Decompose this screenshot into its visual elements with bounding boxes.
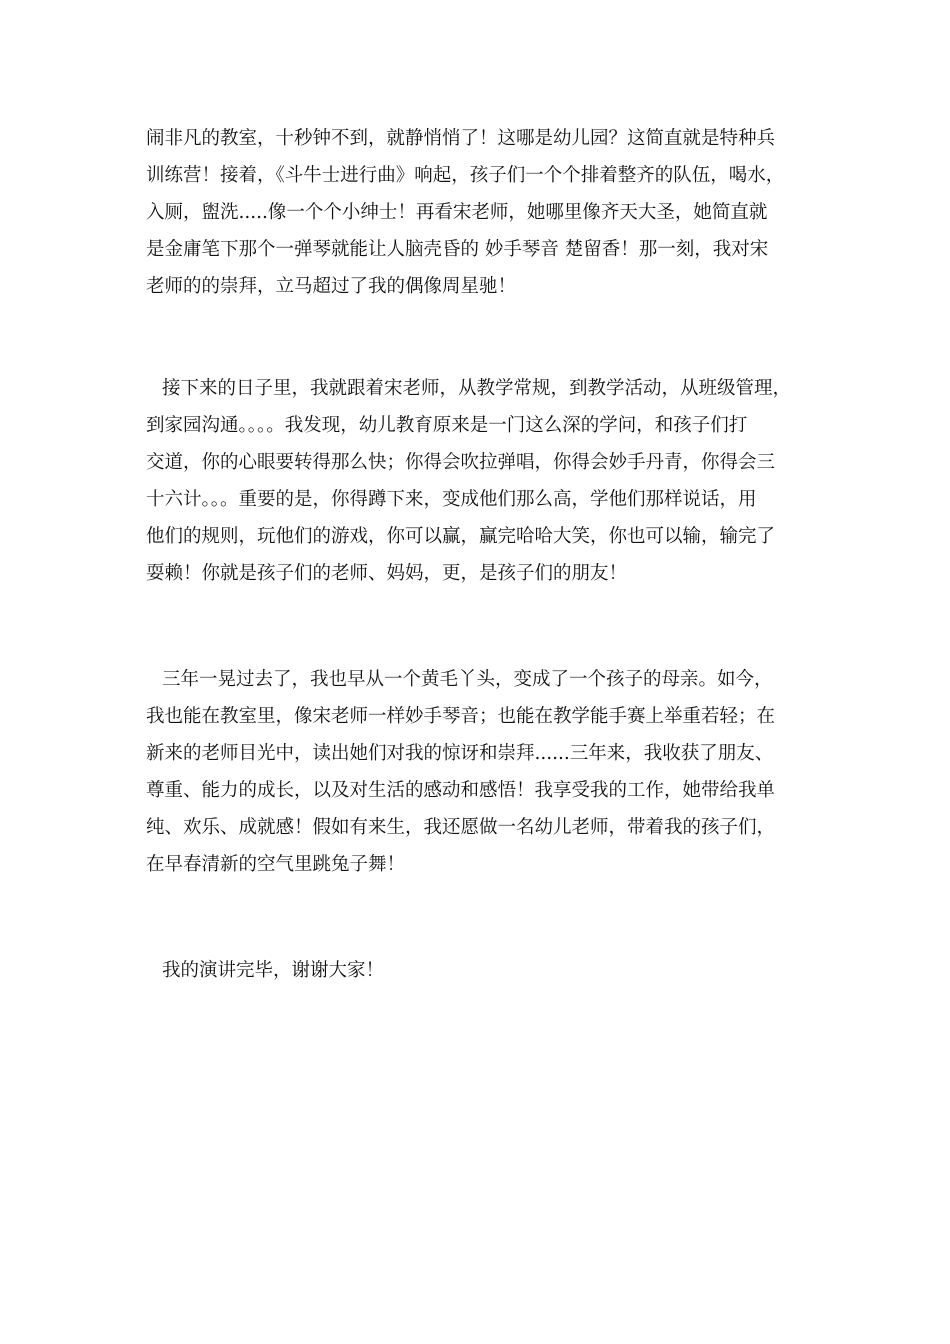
closing-line: 我的演讲完毕，谢谢大家！	[162, 960, 385, 981]
text-line: 训练营！接着，《斗牛士进行曲》响起，孩子们一个个排着整齐的队伍，喝水，	[146, 165, 785, 186]
text-line: 在早春清新的空气里跳兔子舞！	[146, 854, 406, 875]
text-line: 接下来的日子里，我就跟着宋老师，从教学常规，到教学活动，从班级管理，	[162, 378, 792, 399]
text-line: 十六计。。。重要的是，你得蹲下来，变成他们那么高，学他们那样说话，用	[146, 489, 757, 510]
text-line: 到家园沟通。。。。我发现，幼儿教育原来是一门这么深的学问，和孩子们打	[146, 415, 748, 436]
text-line: 闹非凡的教室，十秒钟不到，就静悄悄了！这哪是幼儿园？这简直就是特种兵	[146, 128, 776, 149]
text-line: 纯、欢乐、成就感！假如有来生，我还愿做一名幼儿老师，带着我的孩子们，	[146, 817, 776, 838]
text-line: 他们的规则，玩他们的游戏，你可以赢，赢完哈哈大笑，你也可以输，输完了	[146, 526, 776, 547]
text-line: 是金庸笔下那个一弹琴就能让人脑壳昏的 妙手琴音 楚留香！那一刻，我对宋	[146, 239, 769, 260]
text-line: 三年一晃过去了，我也早从一个黄毛丫头，变成了一个孩子的母亲。如今，	[162, 669, 773, 690]
text-line: 我也能在教室里，像宋老师一样妙手琴音；也能在教学能手赛上举重若轻；在	[146, 706, 776, 727]
text-line: 老师的的崇拜，立马超过了我的偶像周星驰！	[146, 276, 517, 297]
text-line: 尊重、能力的成长，以及对生活的感动和感悟！我享受我的工作，她带给我单	[146, 780, 776, 801]
text-line: 入厕，盥洗.....像一个个小绅士！再看宋老师，她哪里像齐天大圣，她简直就	[146, 202, 768, 223]
text-line: 新来的老师目光中，读出她们对我的惊讶和崇拜......三年来，我收获了朋友、	[146, 743, 774, 764]
text-line: 耍赖！你就是孩子们的老师、妈妈，更，是孩子们的朋友！	[146, 563, 628, 584]
text-line: 交道，你的心眼要转得那么快；你得会吹拉弹唱，你得会妙手丹青，你得会三	[146, 452, 776, 473]
